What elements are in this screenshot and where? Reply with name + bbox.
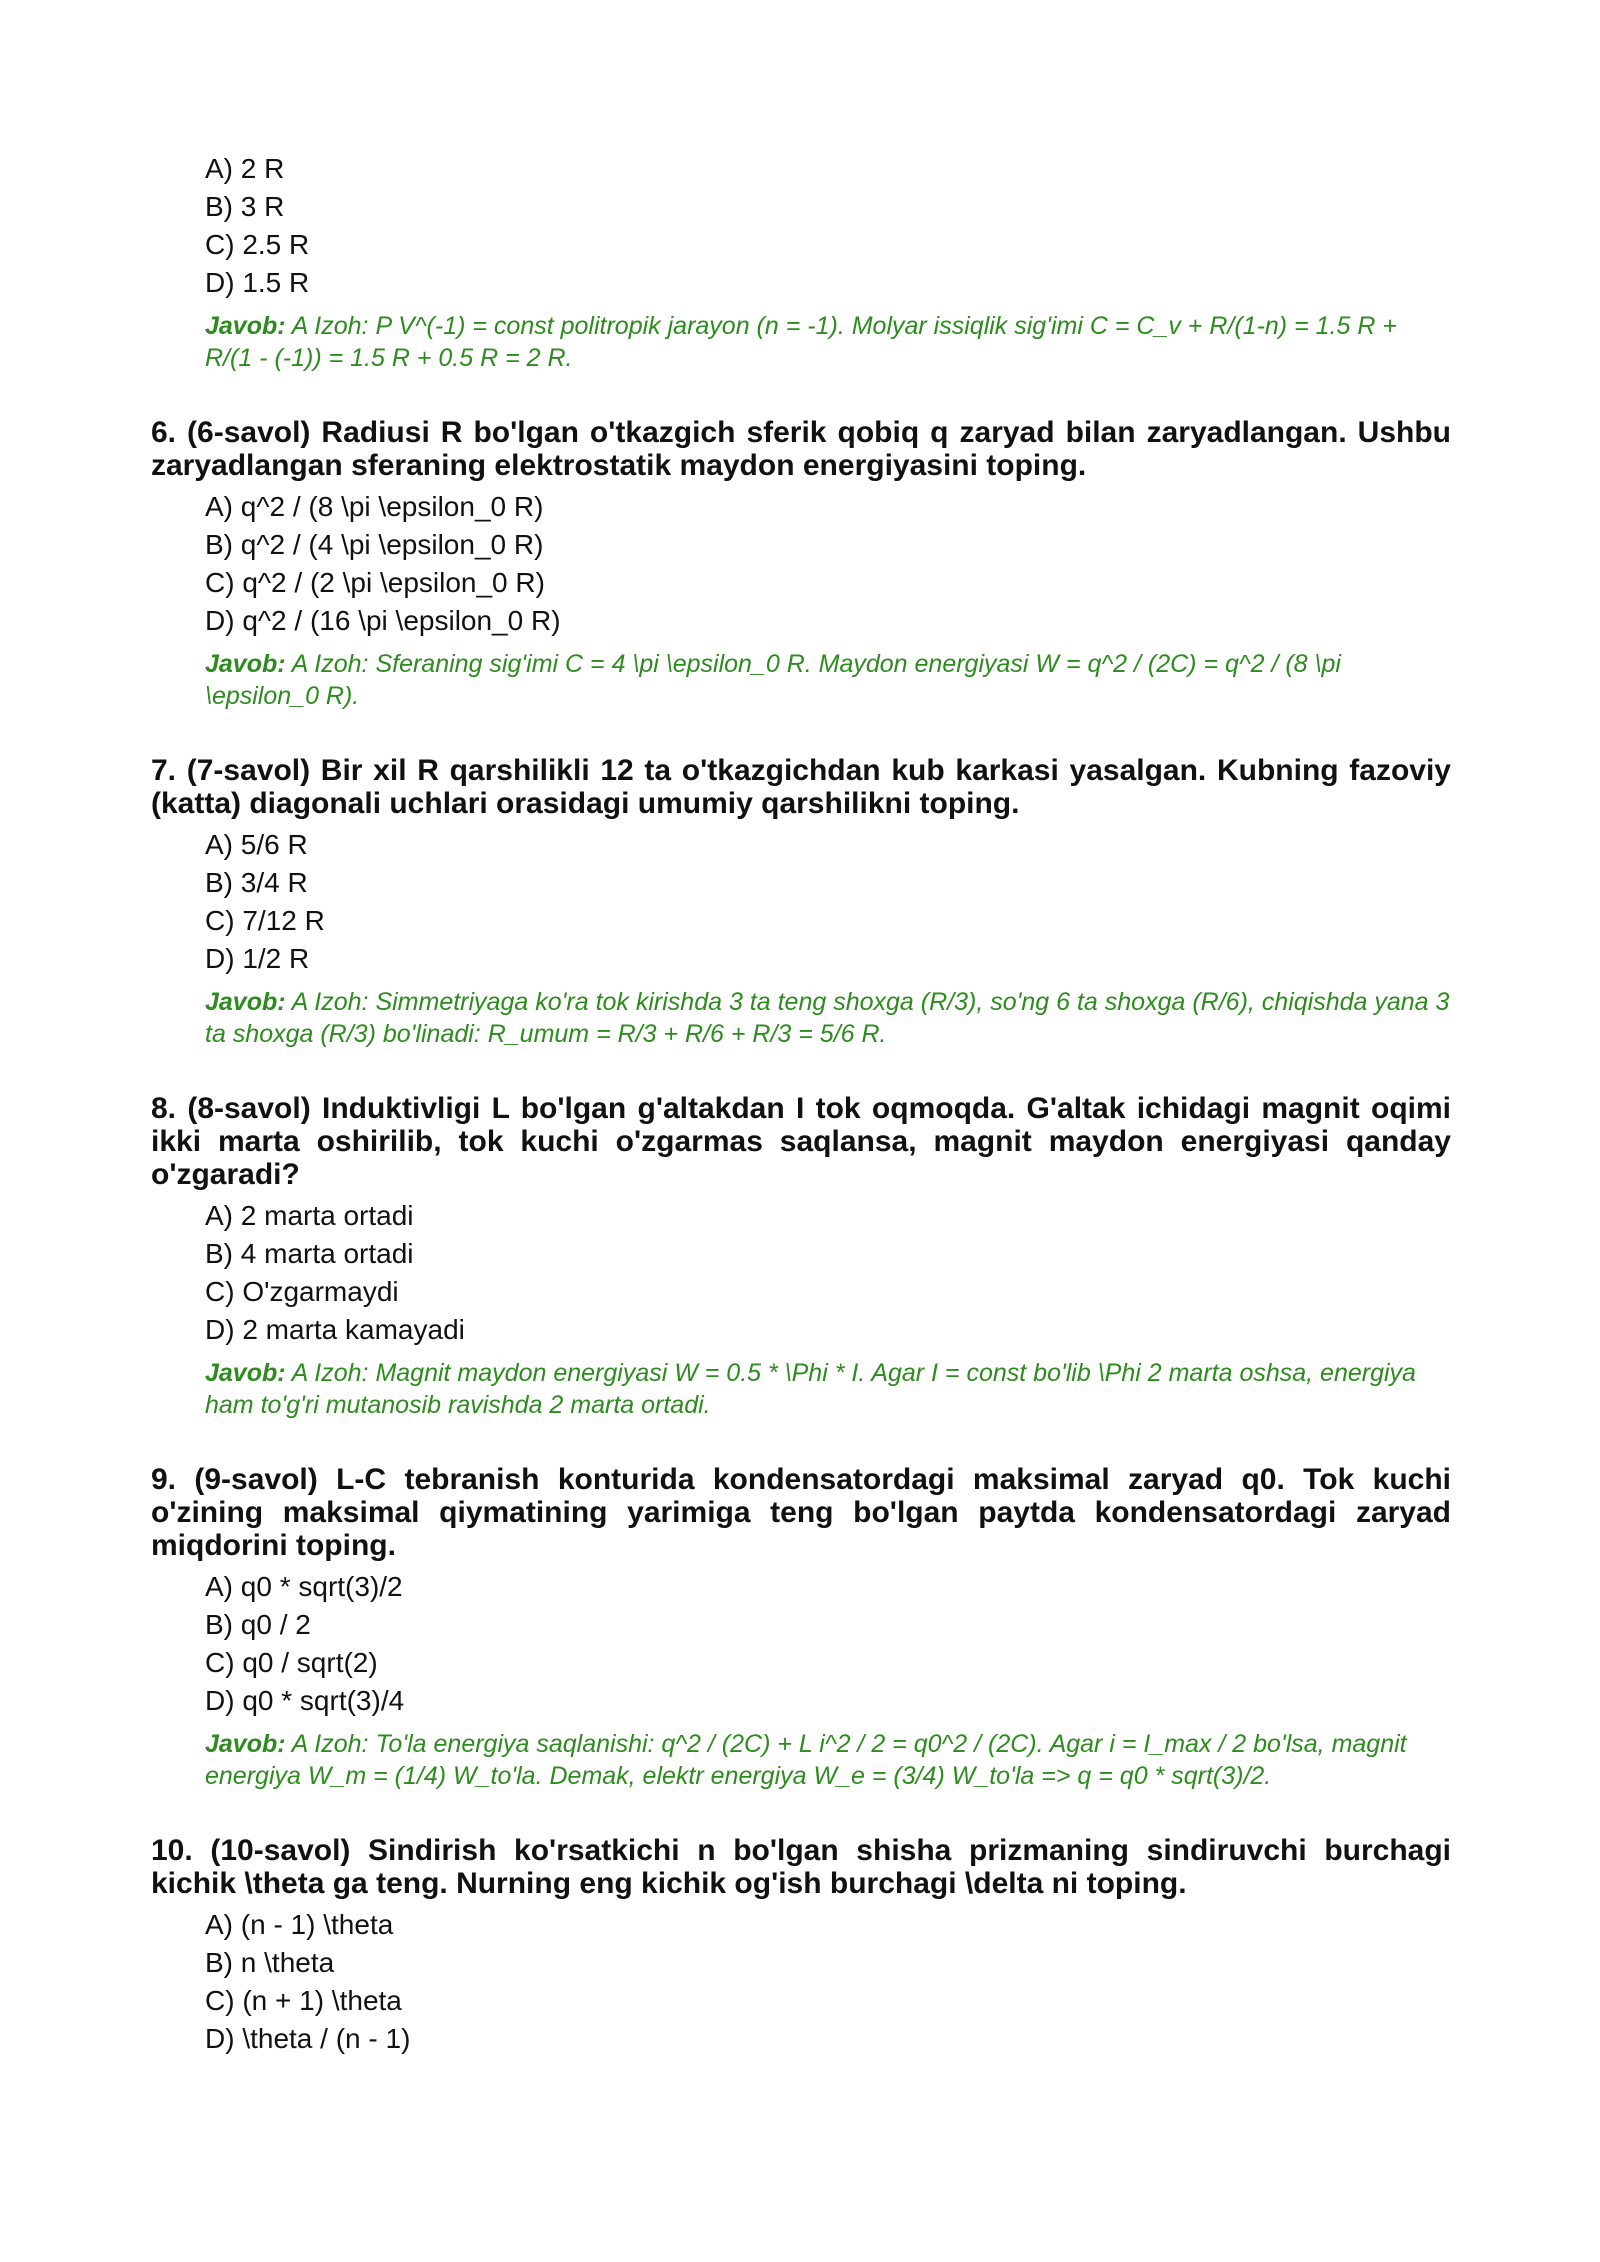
option-b: B) n \theta — [205, 1947, 335, 1978]
option-c: C) 7/12 R — [205, 905, 325, 936]
answer-label: Javob: — [205, 1359, 286, 1387]
option-b: B) 3/4 R — [205, 867, 308, 898]
answer-text: A Izoh: Sferaning sig'imi C = 4 \pi \epsilon_0 R. Maydon energiyasi W = q^2 / (2C) = q^2 / (8 \pi \epsilon_0 R). — [205, 650, 1341, 710]
option-d: D) 1/2 R — [205, 943, 310, 974]
option-c: C) O'zgarmaydi — [205, 1276, 399, 1307]
question-title: 6. (6-savol) Radiusi R bo'lgan o'tkazgich sferik qobiq q zaryad bilan zaryadlangan. Ushbu zaryadlangan sferaning elektrostatik maydon energiyasini toping. — [151, 416, 1451, 482]
question-title: 9. (9-savol) L-C tebranish konturida kondensatordagi maksimal zaryad q0. Tok kuchi o'zining maksimal qiymatining yarimiga teng bo'lgan paytda kondensatordagi zaryad miqdorini toping. — [151, 1463, 1451, 1562]
answer-text: A Izoh: P V^(-1) = const politropik jarayon (n = -1). Molyar issiqlik sig'imi C = C_v + R/(1-n) = 1.5 R + R/(1 - (-1)) = 1.5 R + 0.5 R = 2 R. — [205, 312, 1397, 372]
question-title: 10. (10-savol) Sindirish ko'rsatkichi n bo'lgan shisha prizmaning sindiruvchi burchagi kichik \theta ga teng. Nurning eng kichik og'ish burchagi \delta ni toping. — [151, 1834, 1451, 1900]
answer-explanation — [205, 986, 1451, 1050]
answer-explanation — [205, 648, 1451, 712]
option-d: D) q^2 / (16 \pi \epsilon_0 R) — [205, 605, 561, 636]
option-c: C) q0 / sqrt(2) — [205, 1647, 378, 1678]
question-5-continuation — [151, 150, 1451, 374]
question-9 — [151, 1463, 1451, 1792]
option-d: D) q0 * sqrt(3)/4 — [205, 1685, 405, 1716]
option-b: B) q0 / 2 — [205, 1609, 311, 1640]
options-list — [151, 1568, 1451, 1720]
question-7 — [151, 754, 1451, 1050]
option-d: D) 1.5 R — [205, 267, 310, 298]
options-list — [151, 826, 1451, 978]
option-a: A) 2 R — [205, 153, 285, 184]
quiz-content — [151, 150, 1451, 2100]
question-10 — [151, 1834, 1451, 2058]
answer-label: Javob: — [205, 988, 286, 1016]
answer-text: A Izoh: To'la energiya saqlanishi: q^2 / (2C) + L i^2 / 2 = q0^2 / (2C). Agar i = I_max / 2 bo'lsa, magnit energiya W_m = (1/4) W_to'la. Demak, elektr energiya W_e = (3/4) W_to'la => q = q0 * sqrt(3)/2. — [205, 1730, 1407, 1790]
answer-text: A Izoh: Magnit maydon energiyasi W = 0.5 * \Phi * I. Agar I = const bo'lib \Phi 2 marta oshsa, energiya ham to'g'ri mutanosib ravishda 2 marta ortadi. — [205, 1359, 1416, 1419]
options-list — [151, 1197, 1451, 1349]
option-a: A) 2 marta ortadi — [205, 1200, 414, 1231]
answer-explanation — [205, 310, 1451, 374]
answer-explanation — [205, 1728, 1451, 1792]
question-8 — [151, 1092, 1451, 1421]
option-c: C) (n + 1) \theta — [205, 1985, 402, 2016]
option-a: A) (n - 1) \theta — [205, 1909, 394, 1940]
option-d: D) 2 marta kamayadi — [205, 1314, 465, 1345]
answer-label: Javob: — [205, 1730, 286, 1758]
option-d: D) \theta / (n - 1) — [205, 2023, 411, 2054]
question-title: 8. (8-savol) Induktivligi L bo'lgan g'altakdan I tok oqmoqda. G'altak ichidagi magnit oqimi ikki marta oshirilib, tok kuchi o'zgarmas saqlansa, magnit maydon energiyasi qanday o'zgaradi? — [151, 1092, 1451, 1191]
answer-label: Javob: — [205, 312, 286, 340]
option-b: B) 3 R — [205, 191, 285, 222]
option-c: C) q^2 / (2 \pi \epsilon_0 R) — [205, 567, 545, 598]
option-c: C) 2.5 R — [205, 229, 310, 260]
options-list — [151, 150, 1451, 302]
option-a: A) 5/6 R — [205, 829, 308, 860]
answer-explanation — [205, 1357, 1451, 1421]
answer-label: Javob: — [205, 650, 286, 678]
option-b: B) q^2 / (4 \pi \epsilon_0 R) — [205, 529, 544, 560]
question-title: 7. (7-savol) Bir xil R qarshilikli 12 ta o'tkazgichdan kub karkasi yasalgan. Kubning fazoviy (katta) diagonali uchlari orasidagi umumiy qarshilikni toping. — [151, 754, 1451, 820]
options-list — [151, 488, 1451, 640]
options-list — [151, 1906, 1451, 2058]
option-a: A) q^2 / (8 \pi \epsilon_0 R) — [205, 491, 544, 522]
option-a: A) q0 * sqrt(3)/2 — [205, 1571, 403, 1602]
answer-text: A Izoh: Simmetriyaga ko'ra tok kirishda 3 ta teng shoxga (R/3), so'ng 6 ta shoxga (R/6), chiqishda yana 3 ta shoxga (R/3) bo'linadi: R_umum = R/3 + R/6 + R/3 = 5/6 R. — [205, 988, 1450, 1048]
question-6 — [151, 416, 1451, 712]
option-b: B) 4 marta ortadi — [205, 1238, 414, 1269]
